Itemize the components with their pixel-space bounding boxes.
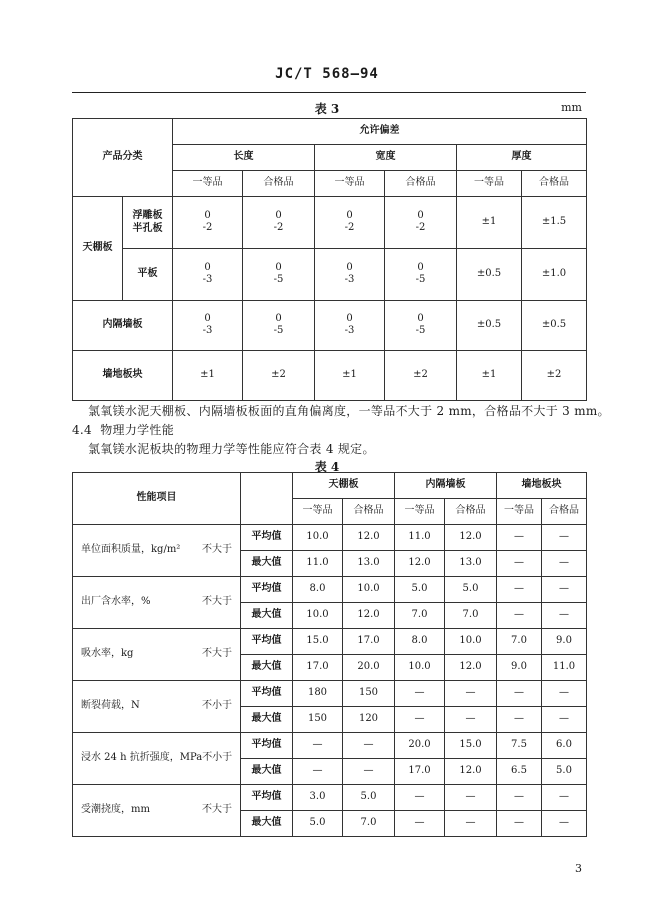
table-row <box>73 681 587 707</box>
value-cell: 6.0 <box>542 733 587 759</box>
tolerance-cell: ±0.5 <box>457 301 522 351</box>
value-cell: 120 <box>343 707 395 733</box>
stat-label: 最大值 <box>241 551 293 577</box>
partition-board-header: 内隔墙板 <box>395 473 497 499</box>
grade-header: 一等品 <box>457 171 522 197</box>
value-cell: — <box>343 759 395 785</box>
table-row <box>73 577 587 603</box>
value-cell: 7.0 <box>343 811 395 837</box>
value-cell: 7.0 <box>445 603 497 629</box>
value-cell: 7.5 <box>497 733 542 759</box>
property-limit: 不大于 <box>202 648 232 660</box>
section-title: 物理力学性能 <box>100 423 175 437</box>
value-cell: — <box>497 603 542 629</box>
grade-header: 一等品 <box>315 171 385 197</box>
grade-header: 合格品 <box>522 171 587 197</box>
stat-label: 平均值 <box>241 629 293 655</box>
tolerance-cell: 0 -5 <box>385 249 457 301</box>
value-cell: 17.0 <box>395 759 445 785</box>
value-cell: — <box>445 707 497 733</box>
grade-header: 一等品 <box>497 499 542 525</box>
tolerance-cell: 0 -2 <box>385 197 457 249</box>
property-name-cell <box>73 681 241 733</box>
value-cell: — <box>542 707 587 733</box>
flat-board-label: 平板 <box>123 249 173 301</box>
value-cell: 5.0 <box>395 577 445 603</box>
ceiling-board-header: 天棚板 <box>293 473 395 499</box>
tolerance-cell: ±2 <box>385 351 457 401</box>
value-cell: 9.0 <box>497 655 542 681</box>
tolerance-cell: 0 -2 <box>173 197 243 249</box>
value-cell: 13.0 <box>343 551 395 577</box>
value-cell: 12.0 <box>445 525 497 551</box>
tolerance-cell: ±0.5 <box>457 249 522 301</box>
grade-header: 合格品 <box>542 499 587 525</box>
table4-intro-paragraph: 氯氧镁水泥板块的物理力学等性能应符合表 4 规定。 <box>88 442 375 456</box>
table-3 <box>72 118 587 401</box>
tolerance-header: 允许偏差 <box>173 119 587 145</box>
stat-label: 平均值 <box>241 577 293 603</box>
value-cell: 5.0 <box>293 811 343 837</box>
property-name-cell <box>73 785 241 837</box>
header-rule <box>72 92 586 93</box>
value-cell: 150 <box>343 681 395 707</box>
table3-unit: mm <box>561 101 582 114</box>
page-number: 3 <box>575 862 582 875</box>
tolerance-cell: 0 -2 <box>315 197 385 249</box>
value-cell: 10.0 <box>395 655 445 681</box>
tolerance-cell: 0 -3 <box>173 301 243 351</box>
value-cell: 150 <box>293 707 343 733</box>
stat-header <box>241 473 293 525</box>
property-limit: 不小于 <box>202 700 232 712</box>
stat-label: 平均值 <box>241 733 293 759</box>
value-cell: — <box>497 811 542 837</box>
ceiling-board-label: 天棚板 <box>73 197 123 301</box>
value-cell: 10.0 <box>343 577 395 603</box>
value-cell: 10.0 <box>293 603 343 629</box>
value-cell: 15.0 <box>293 629 343 655</box>
tolerance-cell: ±2 <box>522 351 587 401</box>
property-limit: 不大于 <box>202 596 232 608</box>
tolerance-cell: ±1.5 <box>522 197 587 249</box>
value-cell: — <box>542 551 587 577</box>
value-cell: — <box>395 707 445 733</box>
value-cell: — <box>497 681 542 707</box>
tolerance-cell: 0 -3 <box>315 301 385 351</box>
value-cell: 6.5 <box>497 759 542 785</box>
property-name: 受潮挠度，mm <box>81 804 150 816</box>
value-cell: 11.0 <box>395 525 445 551</box>
stat-label: 最大值 <box>241 811 293 837</box>
width-header: 宽度 <box>315 145 457 171</box>
value-cell: 8.0 <box>395 629 445 655</box>
stat-label: 平均值 <box>241 681 293 707</box>
table-row <box>73 629 587 655</box>
property-name: 浸水 24 h 抗折强度，MPa <box>81 752 203 764</box>
value-cell: 11.0 <box>293 551 343 577</box>
grade-header: 一等品 <box>293 499 343 525</box>
value-cell: 15.0 <box>445 733 497 759</box>
value-cell: — <box>395 681 445 707</box>
table-row <box>73 525 587 551</box>
value-cell: 10.0 <box>445 629 497 655</box>
stat-label: 最大值 <box>241 655 293 681</box>
stat-label: 最大值 <box>241 707 293 733</box>
value-cell: — <box>445 811 497 837</box>
value-cell: 20.0 <box>343 655 395 681</box>
value-cell: 12.0 <box>395 551 445 577</box>
value-cell: 3.0 <box>293 785 343 811</box>
grade-header: 合格品 <box>385 171 457 197</box>
property-name-cell <box>73 577 241 629</box>
value-cell: — <box>497 785 542 811</box>
value-cell: 8.0 <box>293 577 343 603</box>
stat-label: 最大值 <box>241 759 293 785</box>
value-cell: 5.0 <box>343 785 395 811</box>
tolerance-cell: ±1 <box>173 351 243 401</box>
property-limit: 不小于 <box>202 752 233 764</box>
right-angle-paragraph: 氯氧镁水泥天棚板、内隔墙板板面的直角偏离度，一等品不大于 2 mm，合格品不大于 3 mm。 <box>88 404 610 418</box>
floor-tile-header: 墙地板块 <box>497 473 587 499</box>
table-row <box>73 733 587 759</box>
value-cell: 7.0 <box>497 629 542 655</box>
grade-header: 一等品 <box>395 499 445 525</box>
property-name: 出厂含水率，% <box>81 596 151 608</box>
stat-label: 平均值 <box>241 525 293 551</box>
value-cell: — <box>497 577 542 603</box>
partition-board-label: 内隔墙板 <box>73 301 173 351</box>
value-cell: — <box>542 525 587 551</box>
value-cell: — <box>395 811 445 837</box>
table-row <box>73 785 587 811</box>
value-cell: — <box>542 785 587 811</box>
grade-header: 合格品 <box>243 171 315 197</box>
value-cell: — <box>497 551 542 577</box>
property-limit: 不大于 <box>202 804 232 816</box>
value-cell: 13.0 <box>445 551 497 577</box>
tolerance-cell: ±1 <box>457 197 522 249</box>
value-cell: 10.0 <box>293 525 343 551</box>
value-cell: — <box>343 733 395 759</box>
property-name-cell <box>73 525 241 577</box>
tolerance-cell: 0 -5 <box>243 249 315 301</box>
value-cell: 17.0 <box>343 629 395 655</box>
length-header: 长度 <box>173 145 315 171</box>
value-cell: 180 <box>293 681 343 707</box>
value-cell: 12.0 <box>445 759 497 785</box>
grade-header: 合格品 <box>343 499 395 525</box>
table-4 <box>72 472 587 837</box>
table4-caption: 表 4 <box>314 460 340 474</box>
tolerance-cell: 0 -5 <box>243 301 315 351</box>
stat-label: 最大值 <box>241 603 293 629</box>
property-name: 单位面积质量，kg/m² <box>81 544 181 556</box>
value-cell: — <box>542 603 587 629</box>
value-cell: — <box>497 707 542 733</box>
property-limit: 不大于 <box>202 544 232 556</box>
property-name-cell <box>73 733 241 785</box>
value-cell: 17.0 <box>293 655 343 681</box>
value-cell: — <box>395 785 445 811</box>
performance-item-header: 性能项目 <box>73 473 241 525</box>
value-cell: 12.0 <box>445 655 497 681</box>
value-cell: 12.0 <box>343 525 395 551</box>
product-category-header: 产品分类 <box>73 119 173 197</box>
tolerance-cell: ±1 <box>315 351 385 401</box>
section-number: 4.4 <box>72 423 92 437</box>
document-code-header: JC/T 568—94 <box>275 66 379 82</box>
value-cell: — <box>542 811 587 837</box>
value-cell: — <box>293 759 343 785</box>
value-cell: — <box>293 733 343 759</box>
value-cell: — <box>445 785 497 811</box>
tolerance-cell: ±1 <box>457 351 522 401</box>
property-name-cell <box>73 629 241 681</box>
value-cell: 12.0 <box>343 603 395 629</box>
value-cell: — <box>497 525 542 551</box>
value-cell: 5.0 <box>542 759 587 785</box>
value-cell: — <box>542 681 587 707</box>
grade-header: 合格品 <box>445 499 497 525</box>
value-cell: 11.0 <box>542 655 587 681</box>
property-name: 断裂荷载，N <box>81 700 140 712</box>
stat-label: 平均值 <box>241 785 293 811</box>
tolerance-cell: 0 -5 <box>385 301 457 351</box>
tolerance-cell: ±1.0 <box>522 249 587 301</box>
floor-tile-label: 墙地板块 <box>73 351 173 401</box>
tolerance-cell: ±0.5 <box>522 301 587 351</box>
value-cell: 9.0 <box>542 629 587 655</box>
value-cell: — <box>445 681 497 707</box>
thickness-header: 厚度 <box>457 145 587 171</box>
property-name: 吸水率，kg <box>81 648 134 660</box>
tolerance-cell: 0 -3 <box>173 249 243 301</box>
tolerance-cell: 0 -3 <box>315 249 385 301</box>
grade-header: 一等品 <box>173 171 243 197</box>
table3-caption: 表 3 <box>314 102 340 116</box>
tolerance-cell: ±2 <box>243 351 315 401</box>
value-cell: 20.0 <box>395 733 445 759</box>
section-heading <box>72 421 174 438</box>
relief-board-label: 浮雕板 半孔板 <box>123 197 173 249</box>
value-cell: 7.0 <box>395 603 445 629</box>
value-cell: — <box>542 577 587 603</box>
tolerance-cell: 0 -2 <box>243 197 315 249</box>
value-cell: 5.0 <box>445 577 497 603</box>
